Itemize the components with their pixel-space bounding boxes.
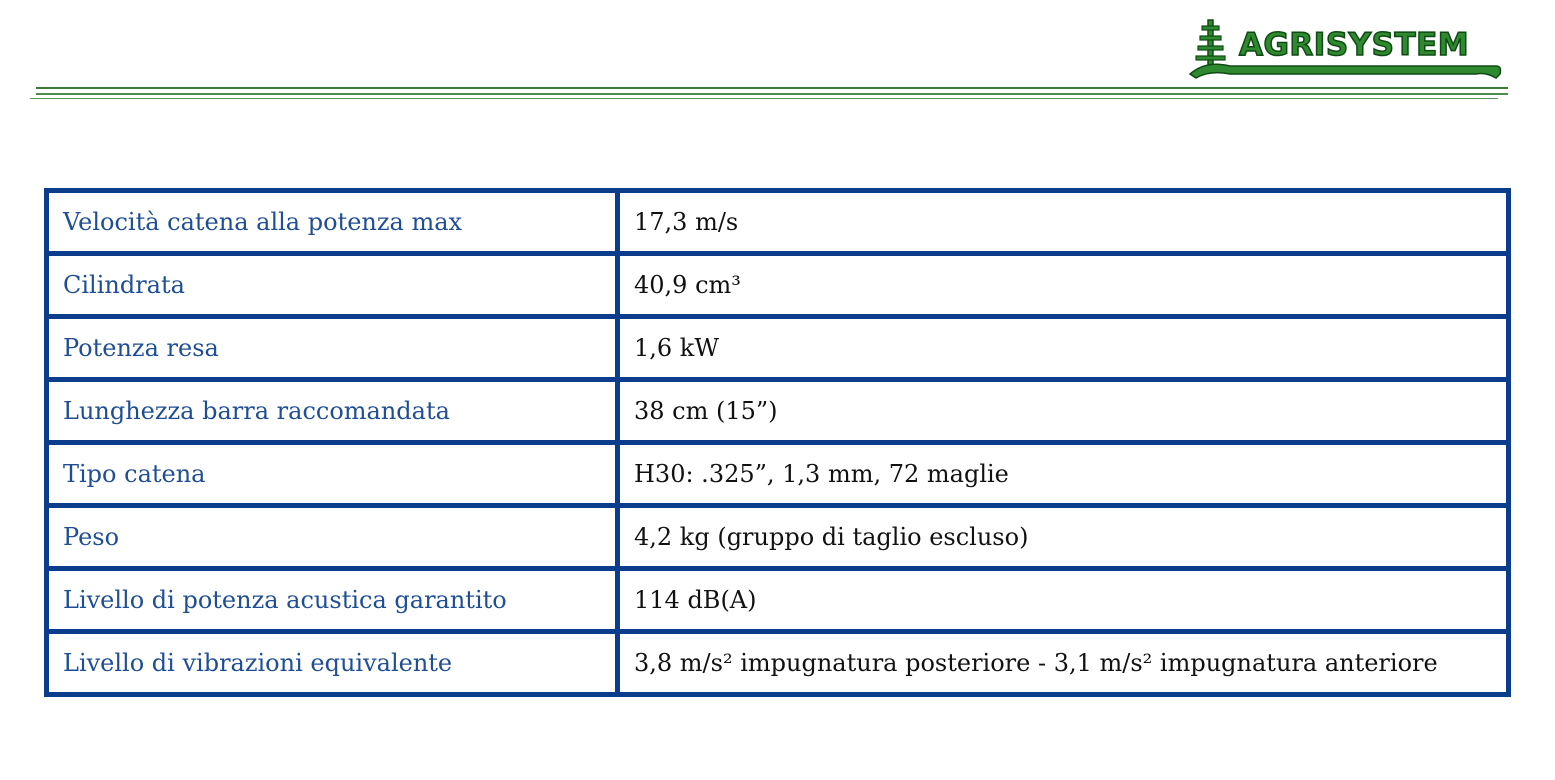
spec-value: 38 cm (15”) <box>618 380 1509 443</box>
spec-label: Lunghezza barra raccomandata <box>47 380 618 443</box>
table-row <box>47 317 1509 380</box>
spec-table <box>44 188 1511 697</box>
spec-label: Velocità catena alla potenza max <box>47 191 618 254</box>
spec-label: Peso <box>47 506 618 569</box>
header-rule <box>30 98 1498 99</box>
spec-label: Cilindrata <box>47 254 618 317</box>
table-row <box>47 254 1509 317</box>
table-row <box>47 569 1509 632</box>
header-rule <box>36 87 1508 89</box>
table-row <box>47 443 1509 506</box>
table-row <box>47 506 1509 569</box>
table-row <box>47 191 1509 254</box>
spec-value: H30: .325”, 1,3 mm, 72 maglie <box>618 443 1509 506</box>
table-row <box>47 632 1509 695</box>
spec-label: Livello di vibrazioni equivalente <box>47 632 618 695</box>
logo-text: AGRISYSTEM <box>1239 27 1470 63</box>
spec-value: 17,3 m/s <box>618 191 1509 254</box>
spec-value: 4,2 kg (gruppo di taglio escluso) <box>618 506 1509 569</box>
spec-label: Potenza resa <box>47 317 618 380</box>
spec-value: 1,6 kW <box>618 317 1509 380</box>
spec-label: Tipo catena <box>47 443 618 506</box>
header-rule <box>36 93 1508 95</box>
spec-value: 40,9 cm³ <box>618 254 1509 317</box>
spec-value: 3,8 m/s² impugnatura posteriore - 3,1 m/s² impugnatura anteriore <box>618 632 1509 695</box>
spec-value: 114 dB(A) <box>618 569 1509 632</box>
agrisystem-logo <box>1186 16 1506 82</box>
table-row <box>47 380 1509 443</box>
spec-label: Livello di potenza acustica garantito <box>47 569 618 632</box>
